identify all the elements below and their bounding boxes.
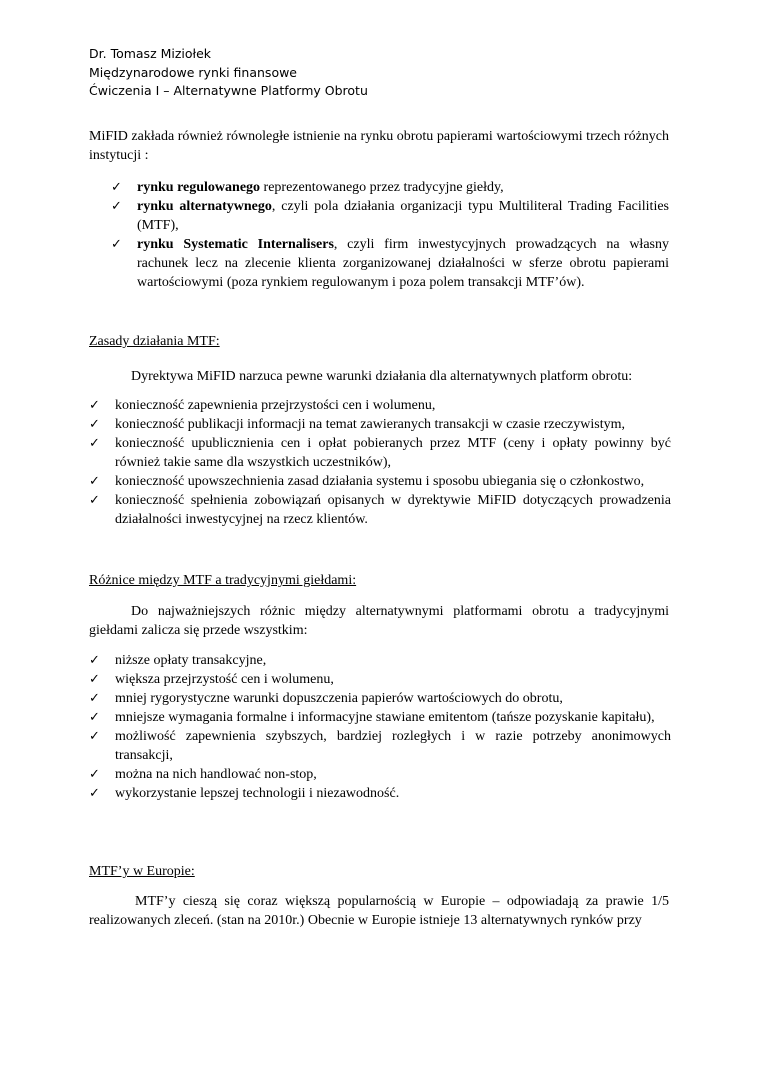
list-item: [89, 765, 671, 784]
section1-intro: Dyrektywa MiFID narzuca pewne warunki działania dla alternatywnych platform obrotu:: [131, 369, 633, 384]
list-item: [89, 434, 671, 472]
section3-paragraph: MTF’y cieszą się coraz większą popularnością w Europie – odpowiadają za prawie 1/5 realizowanych zleceń. (stan na 2010r.) Obecnie w Europie istnieje 13 alternatywnych rynków przy: [89, 894, 669, 928]
check-icon: ✓: [89, 691, 100, 706]
list-item-text: konieczność upowszechnienia zasad działania systemu i sposobu ubiegania się o członkostwo,: [115, 474, 645, 489]
check-icon: ✓: [89, 767, 100, 782]
check-icon: ✓: [89, 493, 100, 508]
check-icon: ✓: [111, 180, 122, 195]
check-icon: ✓: [89, 436, 100, 451]
page-header: [89, 45, 368, 101]
list-item: [89, 670, 671, 689]
list-item: [111, 235, 669, 292]
header-author: Dr. Tomasz Miziołek: [89, 46, 212, 61]
list-item-text: możliwość zapewnienia szybszych, bardziej rozległych i w razie potrzeby anonimowych transakcji,: [115, 729, 671, 763]
list-item: [89, 472, 671, 491]
list-item: [89, 784, 671, 803]
list-item-text: konieczność spełnienia zobowiązań opisanych w dyrektywie MiFID dotyczących prowadzenia działalności inwestycyjnej na rzecz klientów.: [115, 493, 671, 527]
check-icon: ✓: [89, 710, 100, 725]
mtf-rules-list: [89, 396, 671, 529]
section2-intro: Do najważniejszych różnic między alternatywnymi platformami obrotu a tradycyjnymi giełdami zalicza się przede wszystkim:: [89, 604, 669, 638]
list-item-text: mniejsze wymagania formalne i informacyjne stawiane emitentom (tańsze pozyskanie kapitału),: [115, 710, 655, 725]
list-item: [89, 491, 671, 529]
list-item-bold: rynku regulowanego: [137, 180, 261, 195]
check-icon: ✓: [111, 199, 122, 214]
list-item: [89, 396, 671, 415]
check-icon: ✓: [111, 237, 122, 252]
check-icon: ✓: [89, 398, 100, 413]
header-course: Międzynarodowe rynki finansowe: [89, 64, 298, 80]
section-heading-mtf-rules: Zasady działania MTF:: [89, 334, 220, 349]
list-item-text: konieczność zapewnienia przejrzystości cen i wolumenu,: [115, 398, 436, 413]
list-item-text: większa przejrzystość cen i wolumenu,: [115, 672, 334, 687]
list-item: [111, 178, 669, 197]
list-item-text: , czyli pola działania organizacji typu Multiliteral Trading Facilities (MTF),: [137, 199, 669, 233]
intro-paragraph: MiFID zakłada również równoległe istnienie na rynku obrotu papierami wartościowymi trzech różnych instytucji :: [89, 129, 669, 163]
check-icon: ✓: [89, 653, 100, 668]
header-topic: Ćwiczenia I – Alternatywne Platformy Obrotu: [89, 83, 368, 98]
list-item-text: wykorzystanie lepszej technologii i niezawodność.: [115, 786, 400, 801]
list-item-text: konieczność upublicznienia cen i opłat pobieranych przez MTF (ceny i opłaty powinny być również takie same dla wszystkich uczestników),: [115, 436, 671, 470]
list-item: [89, 651, 671, 670]
list-item: [89, 727, 671, 765]
section-heading-differences: Różnice między MTF a tradycyjnymi giełdami:: [89, 573, 357, 588]
differences-list: [89, 651, 671, 803]
check-icon: ✓: [89, 417, 100, 432]
check-icon: ✓: [89, 474, 100, 489]
institutions-list: [111, 178, 669, 292]
list-item-text: niższe opłaty transakcyjne,: [115, 653, 267, 668]
list-item-bold: rynku alternatywnego: [137, 199, 272, 214]
list-item: [89, 415, 671, 434]
list-item-text: konieczność publikacji informacji na temat zawieranych transakcji w czasie rzeczywistym,: [115, 417, 626, 432]
check-icon: ✓: [89, 786, 100, 801]
list-item: [89, 689, 671, 708]
list-item-bold: rynku Systematic Internalisers: [137, 237, 334, 252]
list-item: [111, 197, 669, 235]
check-icon: ✓: [89, 729, 100, 744]
list-item-text: można na nich handlować non-stop,: [115, 767, 317, 782]
section-heading-mtf-europe: MTF’y w Europie:: [89, 864, 195, 879]
check-icon: ✓: [89, 672, 100, 687]
list-item: [89, 708, 671, 727]
list-item-text: mniej rygorystyczne warunki dopuszczenia papierów wartościowych do obrotu,: [115, 691, 563, 706]
list-item-text: , czyli firm inwestycyjnych prowadzących na własny rachunek lecz na zlecenie klienta zorganizowanej działalności w sferze obrotu papierami wartościowymi (poza rynkiem regulowanym i poza polem transakcji MTF’ów).: [137, 237, 669, 290]
list-item-text: reprezentowanego przez tradycyjne giełdy,: [260, 180, 504, 195]
